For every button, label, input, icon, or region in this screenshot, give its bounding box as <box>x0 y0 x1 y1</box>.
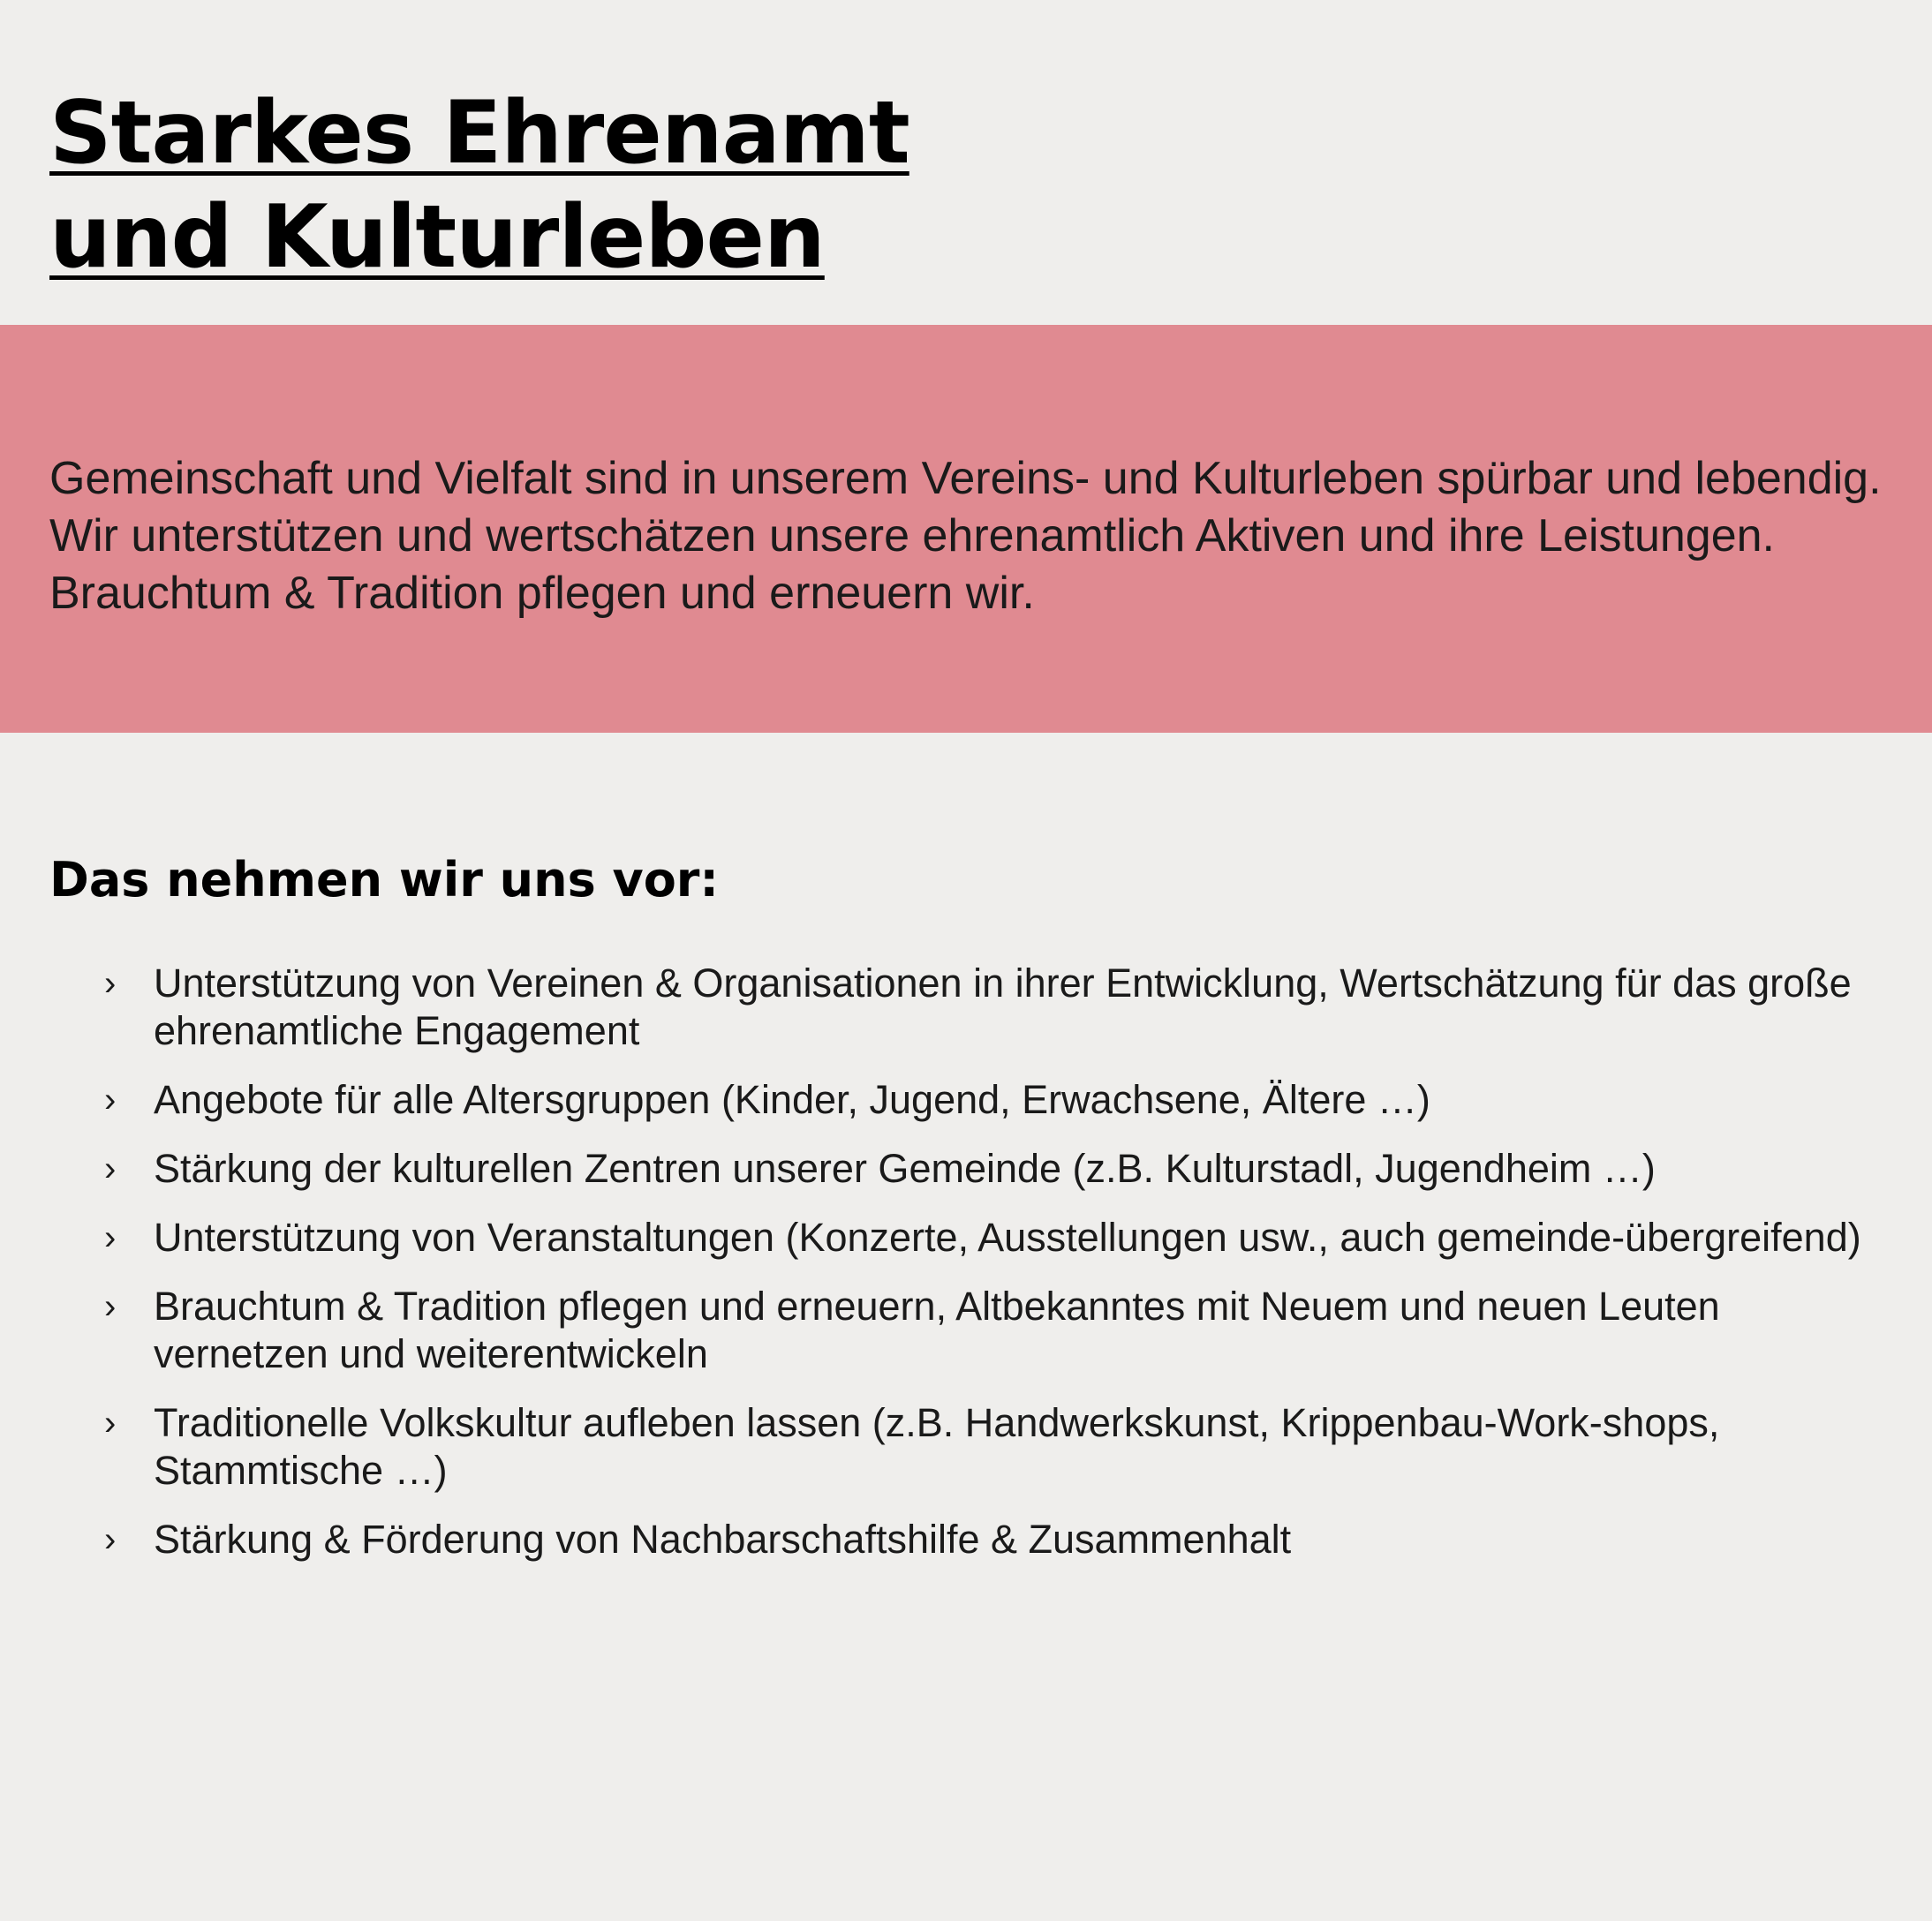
intro-text: Gemeinschaft und Vielfalt sind in unserem Vereins- und Kulturleben spürbar und lebendig. Wir unterstützen und wertschätzen unsere ehrenamtlich Aktiven und ihre Leistungen. Brauchtum & Tradition pflegen und erneuern wir. <box>49 453 1882 619</box>
chevron-right-icon: › <box>104 1287 117 1326</box>
list-item-text: Unterstützung von Veranstaltungen (Konzerte, Ausstellungen usw., auch gemeinde-übergreifend) <box>154 1215 1861 1260</box>
list-item <box>104 960 1870 1055</box>
chevron-right-icon: › <box>104 1149 117 1188</box>
list-item-text: Stärkung der kulturellen Zentren unserer Gemeinde (z.B. Kulturstadl, Jugendheim …) <box>154 1146 1656 1191</box>
chevron-right-icon: › <box>104 1520 117 1559</box>
list-item-text: Traditionelle Volkskultur aufleben lassen (z.B. Handwerkskunst, Krippenbau-Work-shops, Stammtische …) <box>154 1400 1720 1493</box>
list-item <box>104 1145 1870 1193</box>
goals-list <box>104 960 1870 1585</box>
title-line-1: Starkes Ehrenamt <box>49 83 909 184</box>
list-item-text: Angebote für alle Altersgruppen (Kinder, Jugend, Erwachsene, Ältere …) <box>154 1077 1430 1122</box>
list-item-text: Unterstützung von Vereinen & Organisationen in ihrer Entwicklung, Wertschätzung für das große ehrenamtliche Engagement <box>154 960 1852 1053</box>
page-title <box>49 81 1886 290</box>
goals-heading: Das nehmen wir uns vor: <box>49 852 720 908</box>
chevron-right-icon: › <box>104 964 117 1003</box>
list-item-text: Brauchtum & Tradition pflegen und erneuern, Altbekanntes mit Neuem und neuen Leuten vernetzen und weiterentwickeln <box>154 1284 1720 1376</box>
list-item <box>104 1076 1870 1124</box>
list-item <box>104 1214 1870 1262</box>
chevron-right-icon: › <box>104 1218 117 1257</box>
intro-band <box>0 325 1932 733</box>
list-item-text: Stärkung & Förderung von Nachbarschaftshilfe & Zusammenhalt <box>154 1517 1292 1562</box>
list-item <box>104 1399 1870 1495</box>
title-line-2: und Kulturleben <box>49 187 825 288</box>
list-item <box>104 1516 1870 1563</box>
list-item <box>104 1283 1870 1378</box>
chevron-right-icon: › <box>104 1081 117 1119</box>
chevron-right-icon: › <box>104 1404 117 1443</box>
